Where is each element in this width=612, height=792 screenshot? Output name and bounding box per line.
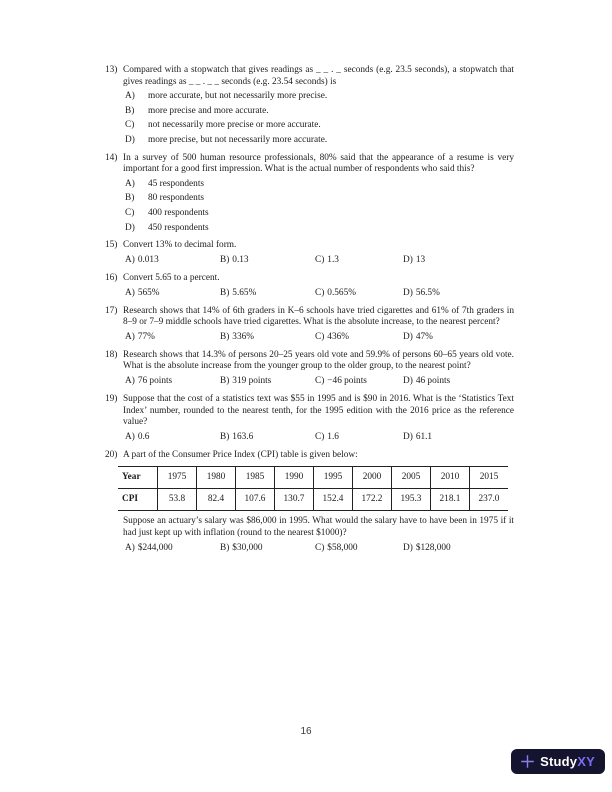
option-label: C) — [125, 120, 135, 131]
option-text: more precise and more accurate. — [148, 105, 269, 116]
option-c — [315, 288, 403, 300]
option-label: D) — [403, 255, 413, 266]
table-cell: Year — [118, 467, 158, 489]
table-cell: 53.8 — [158, 489, 197, 511]
question-number: 17) — [105, 305, 118, 316]
question-number: 15) — [105, 240, 118, 251]
option-text: 76 points — [137, 376, 173, 387]
option-label: D) — [125, 134, 135, 145]
question-text: A part of the Consumer Price Index (CPI) table is given below: — [123, 449, 358, 460]
option-label: C) — [315, 376, 325, 387]
option-a — [125, 432, 220, 444]
option-text: $244,000 — [137, 542, 173, 553]
option-c — [315, 376, 403, 388]
table-cell: 2000 — [353, 467, 392, 489]
option-a — [123, 91, 514, 103]
question-followup-text: Suppose an actuary’s salary was $86,000 in 1995. What would the salary have to have been in 1975 if it had just kept up with inflation (round to the nearest $1000)? — [123, 516, 514, 538]
option-b — [220, 543, 315, 555]
option-text: 13 — [415, 255, 426, 266]
question-20 — [105, 450, 514, 554]
table-cell: 82.4 — [197, 489, 236, 511]
option-a — [125, 255, 220, 267]
option-label: A) — [125, 91, 135, 102]
option-text: more accurate, but not necessarily more precise. — [148, 91, 328, 102]
table-cell: 195.3 — [392, 489, 431, 511]
option-text: 0.565% — [327, 287, 356, 298]
plus-icon — [520, 754, 535, 769]
options-row — [123, 332, 514, 344]
table-cell: CPI — [122, 493, 139, 504]
option-d — [403, 432, 514, 444]
question-text: Suppose that the cost of a statistics text was $55 in 1995 and is $90 in 2016. What is the ‘Statistics Text Index’ number, rounded to the nearest tenth, for the 1995 edition with the 2016 price as the reference value? — [123, 394, 514, 428]
option-label: A) — [125, 287, 135, 298]
question-body — [123, 394, 514, 444]
option-text: 56.5% — [415, 287, 440, 298]
option-c — [315, 543, 403, 555]
option-d — [403, 543, 514, 555]
option-a — [123, 179, 514, 191]
option-d — [123, 223, 514, 235]
option-text: $30,000 — [232, 542, 263, 553]
option-a — [125, 543, 220, 555]
option-label: B) — [220, 542, 230, 553]
table-cell: 1995 — [314, 467, 353, 489]
option-text: 436% — [327, 332, 349, 343]
question-text: Research shows that 14% of 6th graders in K–6 schools have tried cigarettes and 61% of 7th graders in 8–9 or 7–9 middle schools have tried cigarettes. What is the absolute increase, to the nearest percent? — [123, 305, 514, 328]
option-label: D) — [403, 376, 413, 387]
question-text: In a survey of 500 human resource professionals, 80% said that the appearance of a resume is very important for a good first impression. What is the actual number of respondents who said this? — [123, 152, 514, 175]
option-label: D) — [403, 542, 413, 553]
question-number: 18) — [105, 349, 118, 360]
question-number: 14) — [105, 152, 118, 163]
options-row — [123, 376, 514, 388]
option-label: A) — [125, 376, 135, 387]
option-label: A) — [125, 332, 135, 343]
option-a — [125, 288, 220, 300]
table-cell: 1980 — [197, 467, 236, 489]
option-c — [315, 432, 403, 444]
option-b — [220, 332, 315, 344]
option-label: A) — [125, 255, 135, 266]
option-c — [123, 208, 514, 220]
option-text: 163.6 — [232, 432, 254, 443]
studyxy-logo — [511, 749, 605, 774]
table-cell: 1985 — [236, 467, 275, 489]
option-b — [220, 432, 315, 444]
option-b — [220, 255, 315, 267]
question-15 — [105, 240, 514, 267]
option-text: 47% — [415, 332, 433, 343]
option-text: 45 respondents — [148, 178, 205, 189]
option-label: D) — [125, 222, 135, 233]
option-text: 565% — [137, 287, 160, 298]
option-text: 0.6 — [137, 432, 150, 443]
option-c — [123, 120, 514, 132]
table-cell: 2010 — [431, 467, 470, 489]
question-19 — [105, 394, 514, 444]
option-text: −46 points — [327, 376, 367, 387]
option-text: $128,000 — [415, 542, 451, 553]
question-text: Convert 5.65 to a percent. — [123, 272, 220, 283]
option-label: A) — [125, 542, 135, 553]
option-label: C) — [315, 432, 325, 443]
table-row-cpi — [118, 489, 508, 511]
option-label: D) — [403, 432, 413, 443]
option-label: C) — [125, 207, 135, 218]
question-text: Research shows that 14.3% of persons 20–25 years old vote and 59.9% of persons 60–65 years old vote. What is the absolute increase from the younger group to the older group, to the nearest point? — [123, 349, 514, 372]
brand-study: Study — [540, 754, 578, 769]
question-number: 19) — [105, 394, 118, 405]
question-body — [123, 153, 514, 235]
option-a — [125, 376, 220, 388]
option-text: 77% — [137, 332, 155, 343]
option-label: B) — [125, 193, 135, 204]
table-row-year — [118, 467, 508, 489]
question-body — [123, 240, 514, 267]
options-row — [123, 288, 514, 300]
option-text: 61.1 — [415, 432, 433, 443]
question-14 — [105, 153, 514, 235]
question-number: 20) — [105, 449, 118, 460]
option-label: B) — [220, 432, 230, 443]
brand-text — [540, 754, 595, 769]
table-cell: 130.7 — [275, 489, 314, 511]
question-body — [123, 65, 514, 147]
option-c — [315, 255, 403, 267]
question-body — [123, 350, 514, 388]
question-number: 16) — [105, 272, 118, 283]
option-d — [123, 135, 514, 147]
question-body — [123, 450, 514, 554]
option-text: 1.6 — [327, 432, 339, 443]
options-row — [123, 432, 514, 444]
option-text: 336% — [232, 332, 254, 343]
table-cell: 2005 — [392, 467, 431, 489]
option-b — [123, 106, 514, 118]
page-number: 16 — [300, 726, 312, 737]
option-b — [220, 288, 315, 300]
question-text: Compared with a stopwatch that gives readings as _ _ . _ seconds (e.g. 23.5 seconds), a stopwatch that gives readings as _ _ . _ _ seconds (e.g. 23.54 seconds) is — [123, 65, 514, 87]
table-cell: 107.6 — [236, 489, 275, 511]
option-label: B) — [220, 332, 230, 343]
question-number: 13) — [105, 65, 118, 75]
option-text: $58,000 — [327, 542, 358, 553]
option-text: more precise, but not necessarily more accurate. — [148, 134, 328, 145]
option-text: 450 respondents — [148, 222, 209, 233]
option-label: C) — [315, 255, 325, 266]
option-label: C) — [315, 542, 325, 553]
option-label: B) — [220, 287, 230, 298]
option-text: 0.013 — [137, 255, 159, 266]
option-text: 400 respondents — [148, 207, 209, 218]
option-label: B) — [220, 255, 230, 266]
brand-xy: XY — [577, 754, 595, 769]
option-text: not necessarily more precise or more accurate. — [148, 120, 321, 131]
table-cell: 237.0 — [470, 489, 509, 511]
option-label: C) — [315, 332, 325, 343]
question-17 — [105, 306, 514, 344]
option-text: 80 respondents — [148, 193, 205, 204]
table-cell: 1975 — [158, 467, 197, 489]
options-row — [123, 255, 514, 267]
option-label: D) — [403, 332, 413, 343]
option-b — [220, 376, 315, 388]
option-text: 319 points — [232, 376, 272, 387]
option-d — [403, 255, 514, 267]
option-d — [403, 332, 514, 344]
table-cell: 172.2 — [353, 489, 392, 511]
option-label: D) — [403, 287, 413, 298]
option-label: B) — [220, 376, 230, 387]
options-row — [123, 543, 514, 555]
option-c — [315, 332, 403, 344]
table-cell: 218.1 — [431, 489, 470, 511]
question-16 — [105, 273, 514, 300]
option-text: 5.65% — [232, 287, 257, 298]
worksheet-content — [105, 65, 514, 560]
table-cell: 2015 — [470, 467, 509, 489]
option-label: A) — [125, 432, 135, 443]
option-text: 1.3 — [327, 255, 339, 266]
option-d — [403, 288, 514, 300]
option-text: 46 points — [415, 376, 451, 387]
question-13 — [105, 65, 514, 147]
question-body — [123, 306, 514, 344]
question-body — [123, 273, 514, 300]
table-cell: 152.4 — [314, 489, 353, 511]
question-18 — [105, 350, 514, 388]
option-text: 0.13 — [232, 255, 249, 266]
option-label: C) — [315, 287, 325, 298]
option-d — [403, 376, 514, 388]
table-cell: 1990 — [275, 467, 314, 489]
cpi-table — [118, 466, 508, 511]
option-b — [123, 193, 514, 205]
option-label: B) — [125, 105, 135, 116]
question-text: Convert 13% to decimal form. — [123, 240, 237, 251]
option-label: A) — [125, 178, 135, 189]
option-a — [125, 332, 220, 344]
